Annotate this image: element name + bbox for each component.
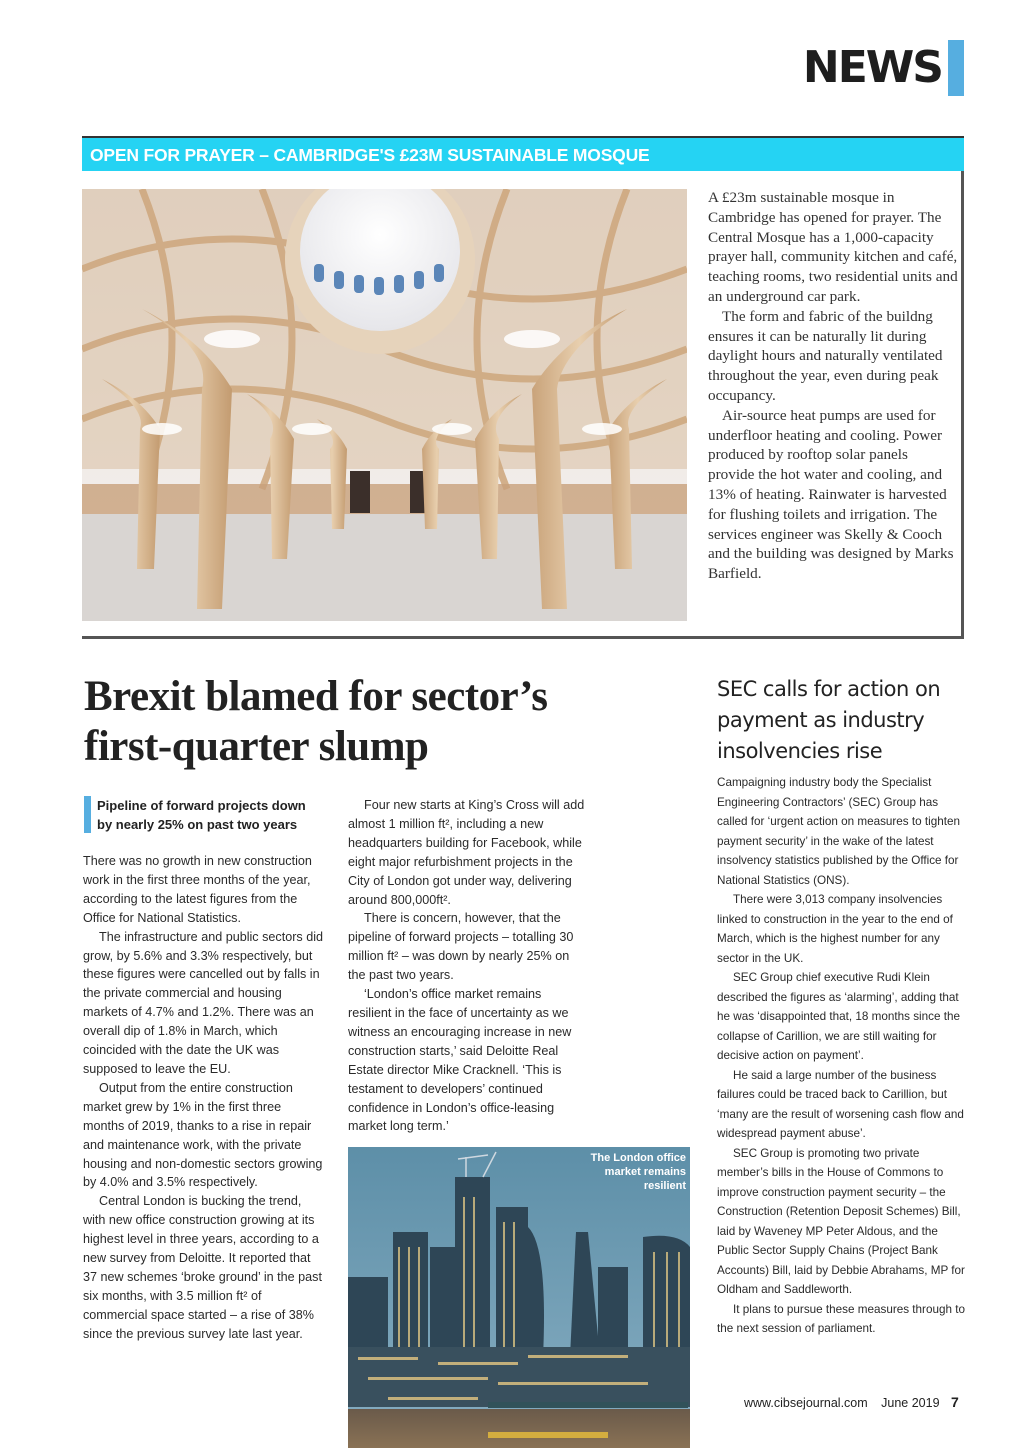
standfirst-accent-bar: [84, 796, 91, 833]
feature-header: [82, 136, 964, 171]
body-paragraph: It plans to pursue these measures through to the next session of parliament.: [717, 1302, 965, 1335]
mosque-photo-illustration: [82, 189, 687, 621]
feature-text: [708, 188, 958, 584]
mosque-photo: [82, 189, 687, 621]
section-accent-bar: [948, 40, 964, 96]
body-paragraph: Campaigning industry body the Specialist Engineering Contractors’ (SEC) Group has called for ‘urgent action on measures to tighten payment security’ in the wake of the latest insolvency statistics published by the Office for National Statistics (ONS).: [717, 776, 960, 887]
main-article-column-1: [83, 852, 323, 1344]
main-headline: Brexit blamed for sector’s first-quarter slump: [84, 673, 548, 770]
body-paragraph: Central London is bucking the trend, with new office construction growing at its highest level in three years, according to a new survey from Deloitte. It reported that 37 new schemes ‘broke ground’ in the past six months, with 3.5 million ft² of commercial space started – a rise of 38% since the previous survey late last year.: [83, 1194, 322, 1341]
page-number: 7: [951, 1394, 959, 1410]
feature-box: [82, 136, 964, 639]
feature-paragraph: A £23m sustainable mosque in Cambridge has opened for prayer. The Central Mosque has a 1,000-capacity prayer hall, community kitchen and café, teaching rooms, two residential units and an underground car park.: [708, 189, 958, 305]
page-footer: [744, 1394, 959, 1410]
body-paragraph: He said a large number of the business failures could be traced back to Carillion, but ‘many are the result of worsening cash flow and widespread payment abuse’.: [717, 1068, 964, 1140]
body-paragraph: The infrastructure and public sectors did grow, by 5.6% and 3.3% respectively, but these figures were cancelled out by falls in the private commercial and housing markets of 4.7% and 1.2%. There was an overall dip of 1.8% in March, which coincided with the date the UK was supposed to leave the EU.: [83, 929, 324, 1076]
body-paragraph: There is concern, however, that the pipeline of forward projects – totalling 30 million ft² – was down by nearly 25% on the past two years.: [348, 911, 574, 983]
body-paragraph: Output from the entire construction market grew by 1% in the first three months of 2019, thanks to a rise in repair and maintenance work, with the private housing and non-domestic sectors growing by 4.0% and 3.5% respectively.: [83, 1080, 323, 1190]
body-paragraph: ‘London’s office market remains resilient in the face of uncertainty as we witness an encouraging increase in new construction starts,’ said Deloitte Real Estate director Mike Cracknell. ‘This is testament to developers’ continued confidence in London’s office-leasing market long term.’: [348, 987, 572, 1134]
standfirst-text: Pipeline of forward projects down by nearly 25% on past two years: [97, 798, 306, 832]
london-skyline-photo: [348, 1147, 690, 1448]
body-paragraph: There were 3,013 company insolvencies linked to construction in the year to the end of March, which is the highest number for any sector in the UK.: [717, 893, 953, 965]
body-paragraph: There was no growth in new construction work in the first three months of the year, according to the latest figures from the Office for National Statistics.: [83, 854, 312, 925]
main-article-column-2: [348, 796, 588, 1136]
standfirst: [84, 796, 324, 834]
photo-caption: The London office market remains resilient: [590, 1152, 686, 1192]
side-headline: SEC calls for action on payment as industry insolvencies rise: [717, 677, 941, 763]
footer-date: June 2019: [881, 1396, 940, 1410]
feature-paragraph: Air-source heat pumps are used for underfloor heating and cooling. Power produced by rooftop solar panels provide the hot water and cooling, and 13% of heating. Rainwater is harvested for flushing toilets and irrigation. The services engineer was Skelly & Cooch and the building was designed by Marks Barfield.: [708, 406, 954, 583]
body-paragraph: Four new starts at King’s Cross will add almost 1 million ft², including a new headquarters building for Facebook, while eight major refurbishment projects in the City of London got under way, delivering around 800,000ft².: [348, 798, 585, 907]
footer-url[interactable]: www.cibsejournal.com: [744, 1396, 868, 1410]
body-paragraph: SEC Group is promoting two private member’s bills in the House of Commons to improve construction payment security – the Construction (Retention Deposit Schemes) Bill, laid by Waveney MP Peter Aldous, and the Public Sector Supply Chains (Project Bank Accounts) Bill, laid by Debbie Abrahams, MP for Oldham and Saddleworth.: [717, 1146, 965, 1296]
section-label: NEWS: [802, 42, 942, 93]
side-article-body: [717, 773, 969, 1339]
body-paragraph: SEC Group chief executive Rudi Klein described the figures as ‘alarming’, adding that he was ‘disappointed that, 18 months since the collapse of Carillion, we are still waiting for decisive action on payment’.: [717, 971, 960, 1062]
section-tag: [803, 40, 964, 96]
feature-header-text: OPEN FOR PRAYER – CAMBRIDGE'S £23M SUSTAINABLE MOSQUE: [90, 145, 650, 165]
feature-paragraph: The form and fabric of the buildng ensures it can be naturally lit during daylight hours and naturally ventilated throughout the year, even during peak occupancy.: [708, 307, 943, 404]
